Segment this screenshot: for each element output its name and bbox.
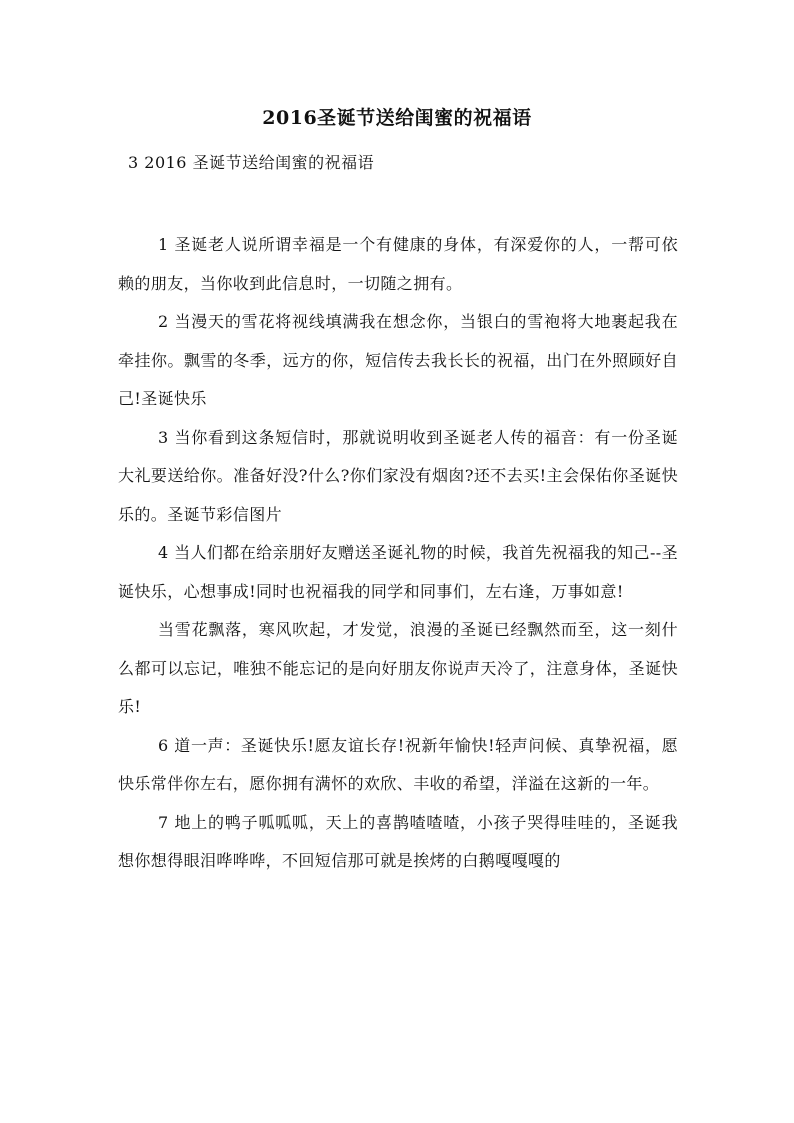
document-title: 2016圣诞节送给闺蜜的祝福语 xyxy=(262,107,532,129)
paragraph-1: 1 圣诞老人说所谓幸福是一个有健康的身体，有深爱你的人，一帮可依赖的朋友，当你收到此信息时，一切随之拥有。 xyxy=(118,235,678,293)
paragraph-4: 4 当人们都在给亲朋好友赠送圣诞礼物的时候，我首先祝福我的知己--圣诞快乐，心想事成!同时也祝福我的同学和同事们，左右逢，万事如意! xyxy=(118,543,678,601)
paragraph-7: 7 地上的鸭子呱呱呱，天上的喜鹊喳喳喳，小孩子哭得哇哇的，圣诞我想你想得眼泪哗哗哗，不回短信那可就是挨烤的白鹅嘎嘎嘎的 xyxy=(118,812,678,870)
paragraph-6: 6 道一声：圣诞快乐!愿友谊长存!祝新年愉快!轻声问候、真挚祝福，愿快乐常伴你左右，愿你拥有满怀的欢欣、丰收的希望，洋溢在这新的一年。 xyxy=(118,735,678,793)
paragraph-3: 3 当你看到这条短信时，那就说明收到圣诞老人传的福音：有一份圣诞大礼要送给你。准备好没?什么?你们家没有烟囱?还不去买!主会保佑你圣诞快乐的。圣诞节彩信图片 xyxy=(118,427,678,524)
document-body xyxy=(118,226,678,881)
paragraph-5: 当雪花飘落，寒风吹起，才发觉，浪漫的圣诞已经飘然而至，这一刻什么都可以忘记，唯独不能忘记的是向好朋友你说声天冷了，注意身体，圣诞快乐! xyxy=(118,620,678,716)
document-subtitle: 3 2016 圣诞节送给闺蜜的祝福语 xyxy=(128,153,375,172)
paragraph-2: 2 当漫天的雪花将视线填满我在想念你，当银白的雪袍将大地裹起我在牵挂你。飘雪的冬季，远方的你，短信传去我长长的祝福，出门在外照顾好自己!圣诞快乐 xyxy=(118,312,678,408)
